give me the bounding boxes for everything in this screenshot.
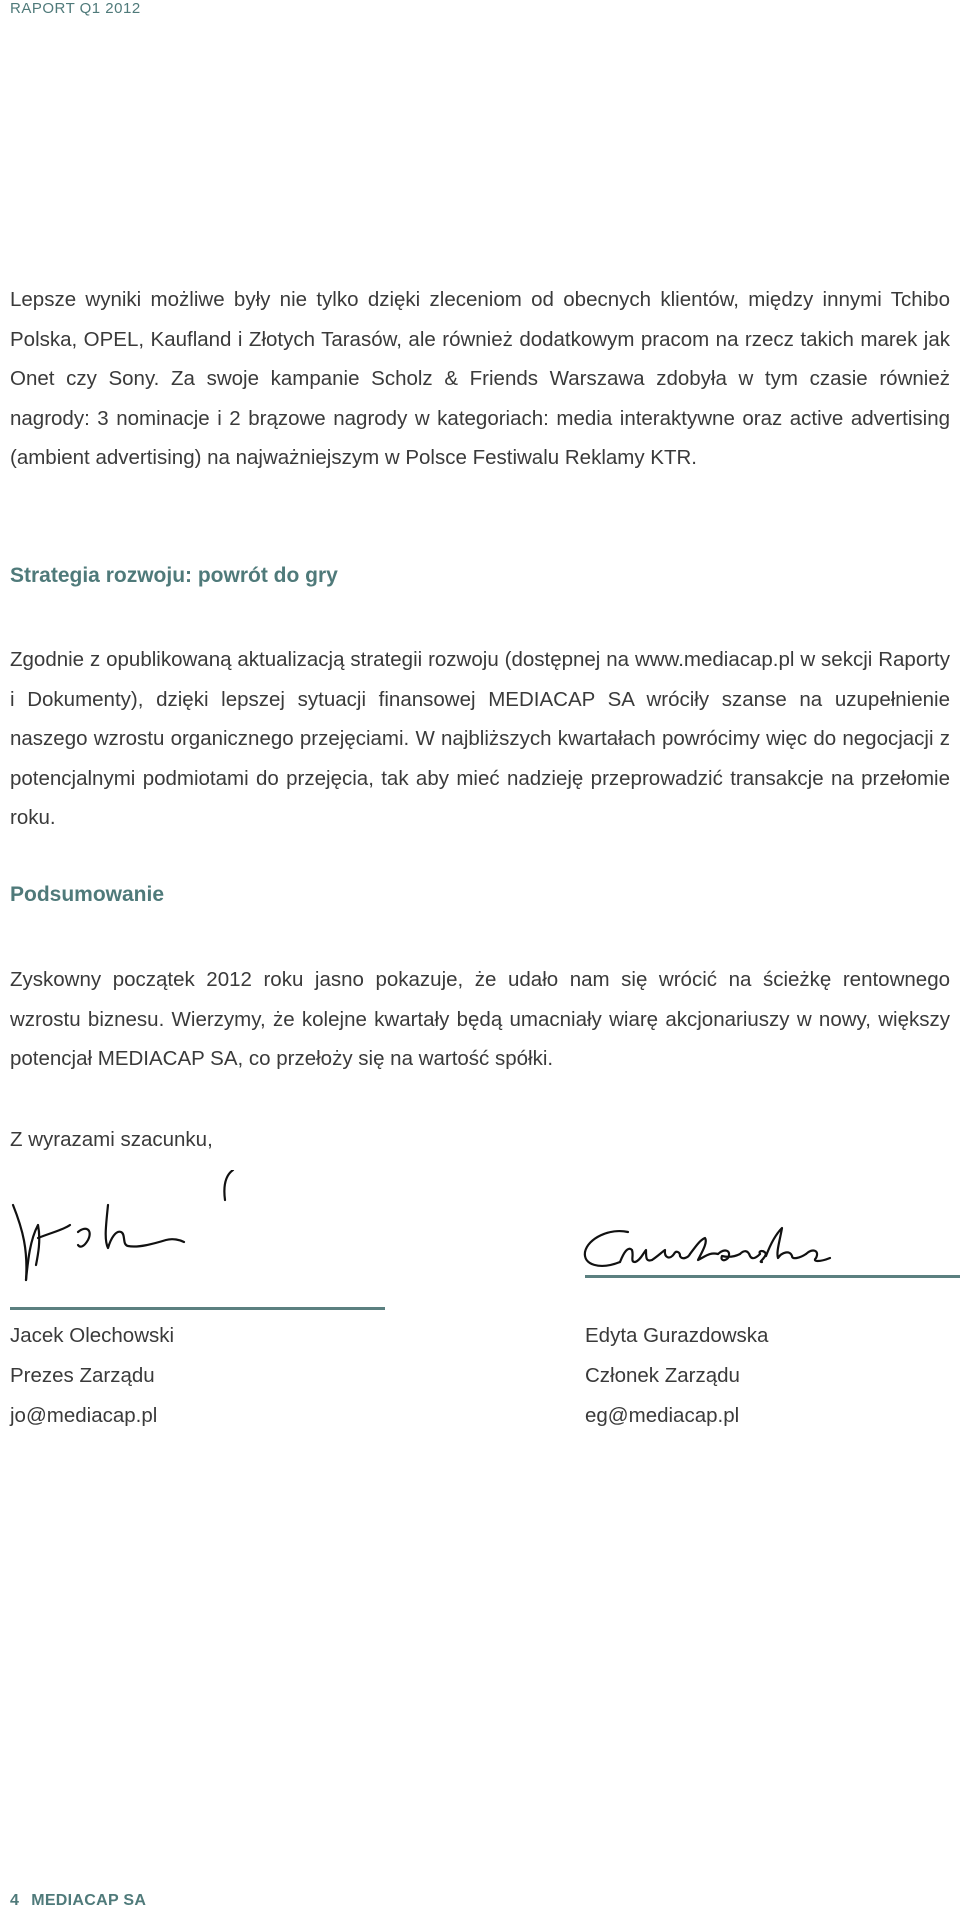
- signatory-email-2: eg@mediacap.pl: [585, 1404, 740, 1427]
- signatory-name-2: Edyta Gurazdowska: [585, 1324, 769, 1347]
- report-header: RAPORT Q1 2012: [10, 0, 141, 17]
- body-paragraph-2: Zgodnie z opublikowaną aktualizacją strategii rozwoju (dostępnej na www.mediacap.pl w sekcji Raporty i Dokumenty), dzięki lepszej sytuacji finansowej MEDIACAP SA wróciły szanse na uzupełnienie naszego wzrostu organicznego przejęciami. W najbliższych kwartałach powrócimy więc do negocjacji z potencjalnymi podmiotami do przejęcia, tak aby mieć nadzieję przeprowadzić transakcje na przełomie roku.: [10, 648, 950, 829]
- signatory-name-1: Jacek Olechowski: [10, 1324, 175, 1347]
- section-heading-summary: Podsumowanie: [10, 883, 165, 906]
- closing-salutation: Z wyrazami szacunku,: [10, 1128, 213, 1151]
- handwritten-signature-2: [580, 1220, 870, 1290]
- signatory-email-1: jo@mediacap.pl: [10, 1404, 158, 1427]
- handwritten-signature-1: [8, 1170, 238, 1300]
- body-paragraph-1: Lepsze wyniki możliwe były nie tylko dzięki zleceniom od obecnych klientów, między innymi Tchibo Polska, OPEL, Kaufland i Złotych Tarasów, ale również dodatkowym pracom na rzecz takich marek jak Onet czy Sony. Za swoje kampanie Scholz & Friends Warszawa zdobyła w tym czasie również nagrody: 3 nominacje i 2 brązowe nagrody w kategoriach: media interaktywne oraz active advertising (ambient advertising) na najważniejszym w Polsce Festiwalu Reklamy KTR.: [10, 288, 950, 469]
- section-heading-strategy: Strategia rozwoju: powrót do gry: [10, 564, 338, 587]
- page-footer: [10, 1892, 146, 1910]
- signature-line-2: [585, 1275, 960, 1278]
- footer-company: MEDIACAP SA: [31, 1892, 147, 1909]
- signatory-title-2: Członek Zarządu: [585, 1364, 740, 1387]
- signature-line-1: [10, 1307, 385, 1310]
- page-number: 4: [10, 1892, 20, 1909]
- signatory-title-1: Prezes Zarządu: [10, 1364, 155, 1387]
- body-paragraph-3: Zyskowny początek 2012 roku jasno pokazuje, że udało nam się wrócić na ścieżkę rentownego wzrostu biznesu. Wierzymy, że kolejne kwartały będą umacniały wiarę akcjonariuszy w nowy, większy potencjał MEDIACAP SA, co przełoży się na wartość spółki.: [10, 968, 950, 1070]
